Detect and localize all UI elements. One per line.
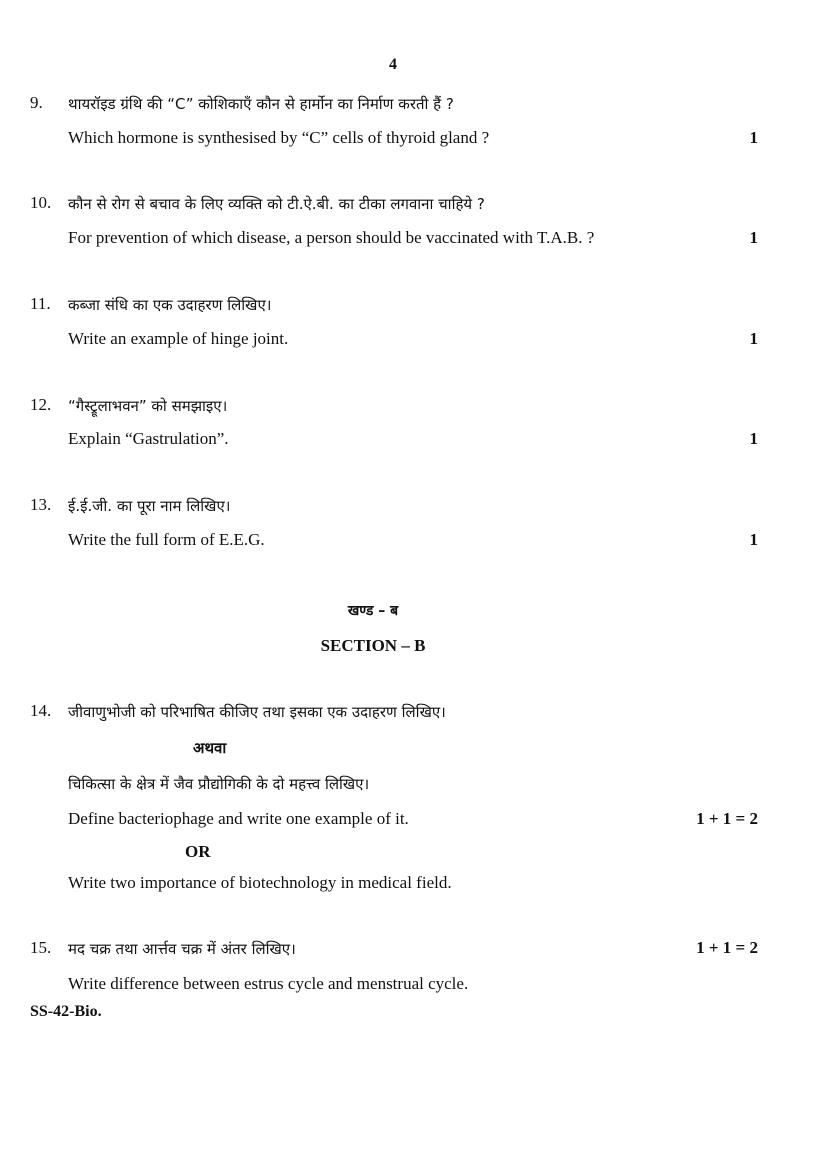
question-english: Explain “Gastrulation”. (68, 429, 229, 448)
or-label-hindi: अथवा (193, 739, 227, 757)
question-number: 14. (30, 701, 52, 720)
question-english: Write difference between estrus cycle and menstrual cycle. (68, 974, 469, 993)
question-hindi-alternative: चिकित्सा के क्षेत्र में जैव प्रौद्योगिकी के दो महत्त्व लिखिए। (68, 775, 370, 793)
question-marks: 1 + 1 = 2 (696, 938, 758, 957)
question-hindi: “गैस्ट्रूलाभवन” को समझाइए। (68, 397, 228, 415)
question-english-alternative: Write two importance of biotechnology in medical field. (68, 873, 452, 892)
question-marks: 1 (749, 128, 758, 147)
question-english: Write the full form of E.E.G. (68, 530, 265, 549)
question-marks: 1 (749, 329, 758, 348)
paper-code-footer: SS-42-Bio. (30, 1003, 102, 1020)
question-hindi: कौन से रोग से बचाव के लिए व्यक्ति को टी.ऐ.बी. का टीका लगवाना चाहिये ? (68, 195, 485, 213)
question-hindi: जीवाणुभोजी को परिभाषित कीजिए तथा इसका एक उदाहरण लिखिए। (68, 703, 446, 721)
question-number: 13. (30, 495, 52, 514)
question-marks: 1 (749, 228, 758, 247)
question-number: 10. (30, 193, 52, 212)
question-marks: 1 + 1 = 2 (696, 809, 758, 828)
page-number: 4 (389, 56, 397, 73)
question-english: For prevention of which disease, a person should be vaccinated with T.A.B. ? (68, 228, 595, 247)
question-hindi: मद चक्र तथा आर्त्तव चक्र में अंतर लिखिए। (68, 940, 296, 958)
question-number: 12. (30, 395, 52, 414)
question-english: Which hormone is synthesised by “C” cells of thyroid gland ? (68, 128, 490, 147)
question-english: Write an example of hinge joint. (68, 329, 289, 348)
question-marks: 1 (749, 530, 758, 549)
question-marks: 1 (749, 429, 758, 448)
question-number: 9. (30, 93, 43, 112)
question-english: Define bacteriophage and write one example of it. (68, 809, 409, 828)
or-label-english: OR (185, 842, 211, 861)
question-hindi: थायरॉइड ग्रंथि की “C” कोशिकाएँ कौन से हार्मोन का निर्माण करती हैं ? (68, 95, 454, 113)
question-hindi: ई.ई.जी. का पूरा नाम लिखिए। (68, 497, 231, 515)
section-heading-hindi: खण्ड – ब (347, 603, 399, 619)
section-heading-english: SECTION – B (320, 636, 426, 655)
question-number: 15. (30, 938, 52, 957)
question-hindi: कब्जा संधि का एक उदाहरण लिखिए। (68, 296, 272, 314)
question-number: 11. (30, 294, 51, 313)
